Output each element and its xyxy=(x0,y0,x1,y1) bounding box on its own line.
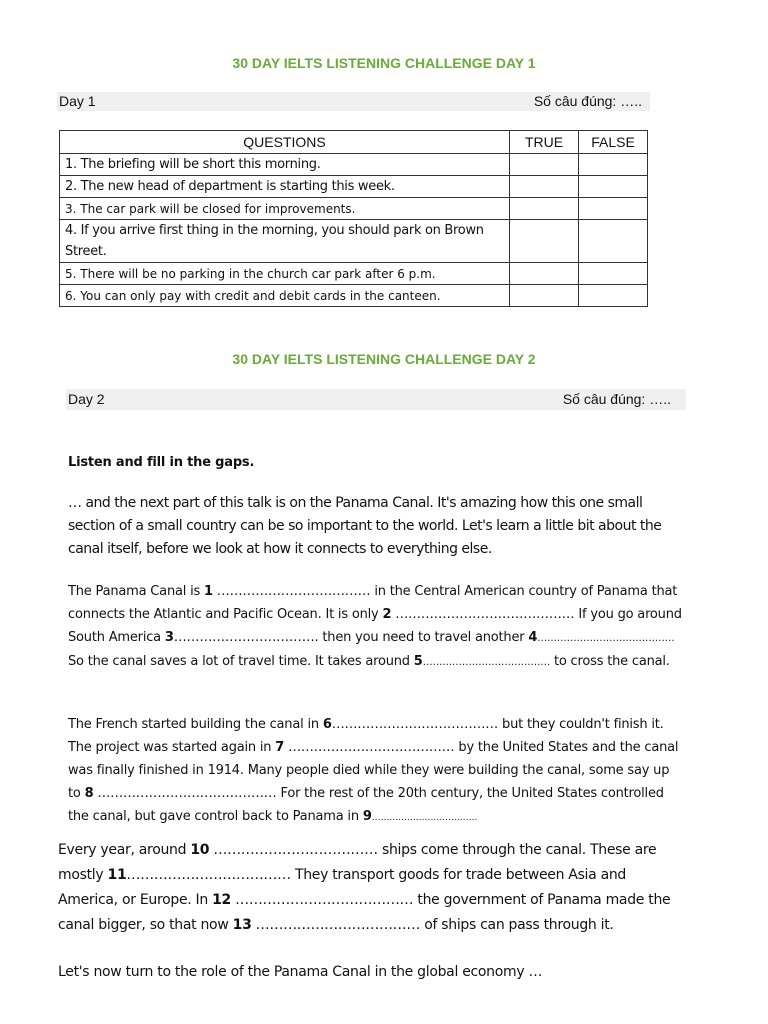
true-cell[interactable] xyxy=(510,154,579,176)
question-text: 1. The briefing will be short this morning. xyxy=(60,154,510,176)
gap-2[interactable]: …………………………………… xyxy=(391,607,575,622)
gap-11[interactable]: ……………………………… xyxy=(126,867,291,883)
gap-1[interactable]: ……………………………… xyxy=(212,584,371,599)
col-questions: QUESTIONS xyxy=(60,131,510,154)
question-text: 6. You can only pay with credit and debit cards in the canteen. xyxy=(60,285,510,307)
gap-number: 10 xyxy=(190,842,210,858)
gap-9[interactable]: ……………………………… xyxy=(371,813,478,823)
paragraph-1: The Panama Canal is 1 ……………………………… in the Central American country of Panama that connects the Atlantic and Pacific Ocean. It is only 2 …………………………………… If you go around South America 3……………………………. then you need to travel another 4…………………………………… So the canal saves a lot of travel time. It takes around 5………………………………… to cross the canal. xyxy=(68,584,682,669)
col-false: FALSE xyxy=(579,131,648,154)
gap-13[interactable]: ……………………………… xyxy=(251,917,421,933)
gap-number: 6 xyxy=(322,717,332,732)
false-cell[interactable] xyxy=(579,154,648,176)
day1-score: Số câu đúng: ….. xyxy=(533,93,642,109)
closing-line: Let's now turn to the role of the Panama Canal in the global economy … xyxy=(58,964,543,980)
col-true: TRUE xyxy=(510,131,579,154)
gap-number: 8 xyxy=(84,786,94,801)
gap-4[interactable]: …………………………………… xyxy=(537,633,675,644)
table-row xyxy=(60,220,648,263)
day2-bar xyxy=(66,389,686,410)
gap-6[interactable]: ………………………………… xyxy=(331,717,499,732)
gap-number: 11 xyxy=(107,867,127,883)
false-cell[interactable] xyxy=(579,198,648,220)
gap-number: 1 xyxy=(204,584,213,599)
day2-title: 30 DAY IELTS LISTENING CHALLENGE DAY 2 xyxy=(232,351,536,367)
gap-number: 5 xyxy=(413,654,423,669)
intro-paragraph: … and the next part of this talk is on the Panama Canal. It's amazing how this one small section of a small country can be so important to the world. Let's learn a little bit about the canal itself, before we look at how it connects to everything else. xyxy=(68,495,662,557)
gap-number: 12 xyxy=(212,892,231,908)
question-text: 3. The car park will be closed for improvements. xyxy=(60,198,510,220)
gap-number: 7 xyxy=(275,740,285,755)
false-cell[interactable] xyxy=(579,285,648,307)
day1-questions-table xyxy=(59,130,648,307)
gap-12[interactable]: ………………………………… xyxy=(231,892,414,908)
table-row xyxy=(60,263,648,285)
gap-number: 9 xyxy=(362,809,372,824)
gap-7[interactable]: ………………………………… xyxy=(284,740,455,755)
day1-bar xyxy=(57,92,650,111)
day1-label: Day 1 xyxy=(59,93,96,109)
question-text: 5. There will be no parking in the church car park after 6 p.m. xyxy=(60,263,510,285)
gap-3[interactable]: ……………………………. xyxy=(173,630,319,645)
day2-label: Day 2 xyxy=(68,391,105,407)
day1-title: 30 DAY IELTS LISTENING CHALLENGE DAY 1 xyxy=(232,55,536,71)
gap-8[interactable]: …………………………………… xyxy=(93,786,277,801)
gap-number: 3 xyxy=(164,630,174,645)
true-cell[interactable] xyxy=(510,176,579,198)
true-cell[interactable] xyxy=(510,263,579,285)
false-cell[interactable] xyxy=(579,263,648,285)
paragraph-3: Every year, around 10 ……………………………… ships come through the canal. These are mostly 11……………………………… They transport goods for trade between Asia and America, or Europe. In 12 ………………………………… the government of Panama made the canal bigger, so that now 13 ……………………………… of ships can pass through it. xyxy=(58,842,671,933)
question-text: 4. If you arrive first thing in the morning, you should park on Brown Street. xyxy=(60,220,510,263)
day2-score: Số câu đúng: ….. xyxy=(562,391,671,407)
paragraph-2: The French started building the canal in 6………………………………… but they couldn't finish it. The project was started again in 7 ………………………………… by the United States and the canal was finally finished in 1914. Many people died while they were building the canal, some say up to 8 …………………………………… For the rest of the 20th century, the United States controlled the canal, but gave control back to Panama in 9……………………………… xyxy=(68,717,679,824)
table-row xyxy=(60,285,648,307)
table-row xyxy=(60,154,648,176)
false-cell[interactable] xyxy=(579,176,648,198)
gap-5[interactable]: ………………………………… xyxy=(422,657,551,668)
table-row xyxy=(60,176,648,198)
true-cell[interactable] xyxy=(510,220,579,263)
gap-number: 13 xyxy=(232,917,252,933)
true-cell[interactable] xyxy=(510,285,579,307)
gap-number: 2 xyxy=(382,607,392,622)
false-cell[interactable] xyxy=(579,220,648,263)
instruction: Listen and fill in the gaps. xyxy=(68,455,255,470)
question-text: 2. The new head of department is starting this week. xyxy=(60,176,510,198)
gap-10[interactable]: ……………………………… xyxy=(209,842,378,858)
true-cell[interactable] xyxy=(510,198,579,220)
table-row xyxy=(60,198,648,220)
gap-number: 4 xyxy=(528,630,538,645)
